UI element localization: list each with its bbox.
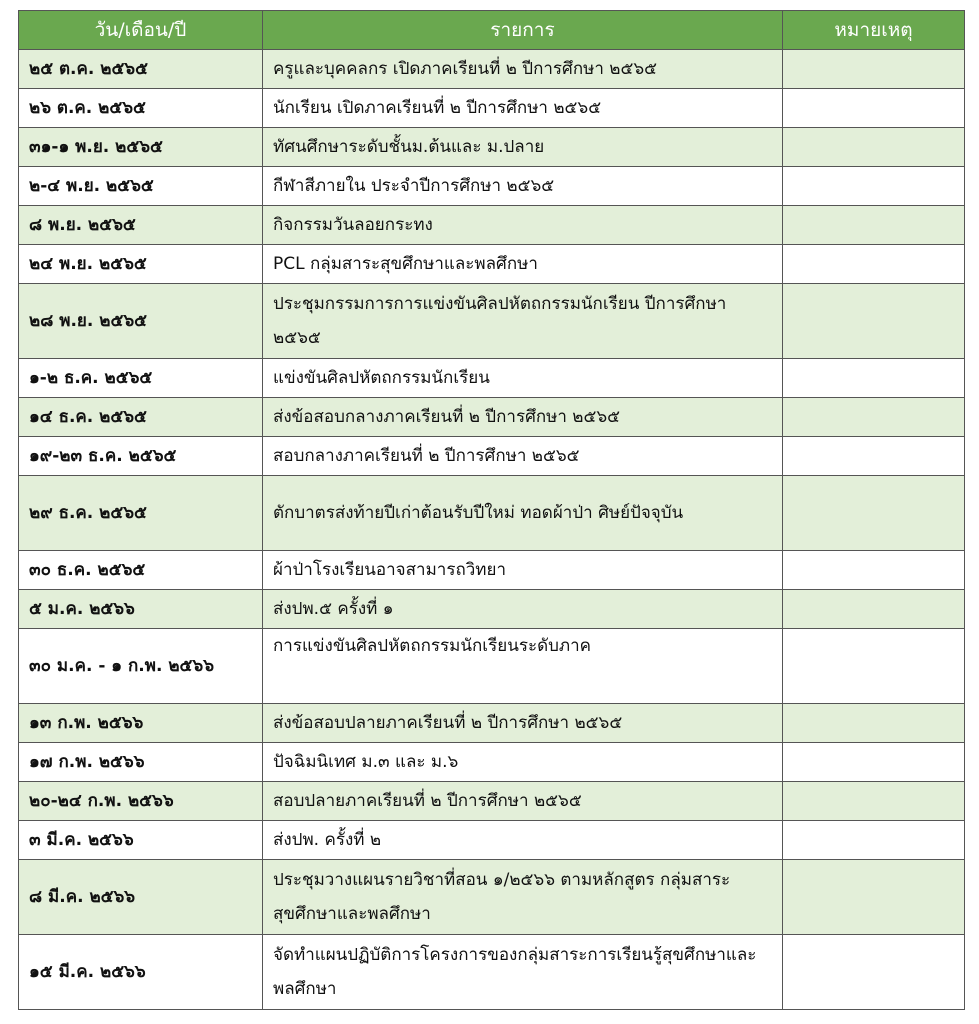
cell-note xyxy=(783,704,965,743)
cell-item: ประชุมวางแผนรายวิชาที่สอน ๑/๒๕๖๖ ตามหลักสูตร กลุ่มสาระสุขศึกษาและพลศึกษา xyxy=(263,860,783,935)
cell-note xyxy=(783,398,965,437)
cell-date: ๒๕ ต.ค. ๒๕๖๕ xyxy=(19,50,263,89)
cell-note xyxy=(783,50,965,89)
table-row xyxy=(19,629,965,704)
cell-note xyxy=(783,476,965,551)
cell-date: ๒๔ พ.ย. ๒๕๖๕ xyxy=(19,245,263,284)
cell-item: ส่งข้อสอบปลายภาคเรียนที่ ๒ ปีการศึกษา ๒๕๖๕ xyxy=(263,704,783,743)
table-row xyxy=(19,206,965,245)
cell-note xyxy=(783,284,965,359)
cell-date: ๒๖ ต.ค. ๒๕๖๕ xyxy=(19,89,263,128)
table-row xyxy=(19,245,965,284)
cell-note xyxy=(783,206,965,245)
cell-note xyxy=(783,551,965,590)
header-date: วัน/เดือน/ปี xyxy=(19,11,263,50)
table-row xyxy=(19,704,965,743)
cell-note xyxy=(783,128,965,167)
cell-item: นักเรียน เปิดภาคเรียนที่ ๒ ปีการศึกษา ๒๕๖๕ xyxy=(263,89,783,128)
table-row xyxy=(19,89,965,128)
table-row xyxy=(19,359,965,398)
table-row xyxy=(19,284,965,359)
cell-date: ๑๕ มี.ค. ๒๕๖๖ xyxy=(19,935,263,1010)
cell-item: ปัจฉิมนิเทศ ม.๓ และ ม.๖ xyxy=(263,743,783,782)
header-note: หมายเหตุ xyxy=(783,11,965,50)
cell-date: ๘ มี.ค. ๒๕๖๖ xyxy=(19,860,263,935)
cell-date: ๓๑-๑ พ.ย. ๒๕๖๕ xyxy=(19,128,263,167)
cell-item: ประชุมกรรมการการแข่งขันศิลปหัตถกรรมนักเรียน ปีการศึกษา ๒๕๖๕ xyxy=(263,284,783,359)
cell-date: ๑๗ ก.พ. ๒๕๖๖ xyxy=(19,743,263,782)
cell-item: PCL กลุ่มสาระสุขศึกษาและพลศึกษา xyxy=(263,245,783,284)
cell-date: ๑๓ ก.พ. ๒๕๖๖ xyxy=(19,704,263,743)
table-row xyxy=(19,437,965,476)
table-header-row xyxy=(19,11,965,50)
table-row xyxy=(19,590,965,629)
cell-note xyxy=(783,629,965,704)
cell-date: ๕ ม.ค. ๒๕๖๖ xyxy=(19,590,263,629)
schedule-table-container xyxy=(18,10,965,1010)
cell-note xyxy=(783,245,965,284)
cell-item: ส่งข้อสอบกลางภาคเรียนที่ ๒ ปีการศึกษา ๒๕๖๕ xyxy=(263,398,783,437)
cell-item: จัดทำแผนปฏิบัติการโครงการของกลุ่มสาระการเรียนรู้สุขศึกษาและพลศึกษา xyxy=(263,935,783,1010)
cell-item: การแข่งขันศิลปหัตถกรรมนักเรียนระดับภาค xyxy=(263,629,783,704)
cell-item: ครูและบุคคลกร เปิดภาคเรียนที่ ๒ ปีการศึกษา ๒๕๖๕ xyxy=(263,50,783,89)
table-row xyxy=(19,782,965,821)
table-row xyxy=(19,398,965,437)
cell-item: ส่งปพ. ครั้งที่ ๒ xyxy=(263,821,783,860)
cell-date: ๓๐ ธ.ค. ๒๕๖๕ xyxy=(19,551,263,590)
cell-date: ๑-๒ ธ.ค. ๒๕๖๕ xyxy=(19,359,263,398)
cell-date: ๑๙-๒๓ ธ.ค. ๒๕๖๕ xyxy=(19,437,263,476)
cell-date: ๑๔ ธ.ค. ๒๕๖๕ xyxy=(19,398,263,437)
cell-note xyxy=(783,590,965,629)
table-row xyxy=(19,50,965,89)
cell-item: ทัศนศึกษาระดับชั้นม.ต้นและ ม.ปลาย xyxy=(263,128,783,167)
table-row xyxy=(19,935,965,1010)
cell-note xyxy=(783,437,965,476)
cell-note xyxy=(783,935,965,1010)
cell-date: ๒๙ ธ.ค. ๒๕๖๕ xyxy=(19,476,263,551)
cell-date: ๒๘ พ.ย. ๒๕๖๕ xyxy=(19,284,263,359)
cell-item: ผ้าป่าโรงเรียนอาจสามารถวิทยา xyxy=(263,551,783,590)
cell-item: สอบปลายภาคเรียนที่ ๒ ปีการศึกษา ๒๕๖๕ xyxy=(263,782,783,821)
cell-item: กีฬาสีภายใน ประจำปีการศึกษา ๒๕๖๕ xyxy=(263,167,783,206)
cell-item: ตักบาตรส่งท้ายปีเก่าต้อนรับปีใหม่ ทอดผ้าป่า ศิษย์ปัจจุบัน xyxy=(263,476,783,551)
table-row xyxy=(19,128,965,167)
cell-note xyxy=(783,359,965,398)
cell-note xyxy=(783,167,965,206)
table-row xyxy=(19,551,965,590)
cell-note xyxy=(783,743,965,782)
cell-date: ๓๐ ม.ค. - ๑ ก.พ. ๒๕๖๖ xyxy=(19,629,263,704)
cell-item: สอบกลางภาคเรียนที่ ๒ ปีการศึกษา ๒๕๖๕ xyxy=(263,437,783,476)
cell-note xyxy=(783,89,965,128)
schedule-table xyxy=(18,10,965,1010)
cell-item: ส่งปพ.๕ ครั้งที่ ๑ xyxy=(263,590,783,629)
cell-note xyxy=(783,782,965,821)
cell-date: ๒-๔ พ.ย. ๒๕๖๕ xyxy=(19,167,263,206)
cell-item: แข่งขันศิลปหัตถกรรมนักเรียน xyxy=(263,359,783,398)
table-row xyxy=(19,743,965,782)
cell-note xyxy=(783,821,965,860)
table-row xyxy=(19,167,965,206)
cell-date: ๘ พ.ย. ๒๕๖๕ xyxy=(19,206,263,245)
cell-date: ๒๐-๒๔ ก.พ. ๒๕๖๖ xyxy=(19,782,263,821)
table-row xyxy=(19,860,965,935)
cell-item: กิจกรรมวันลอยกระทง xyxy=(263,206,783,245)
header-item: รายการ xyxy=(263,11,783,50)
cell-note xyxy=(783,860,965,935)
table-row xyxy=(19,476,965,551)
table-row xyxy=(19,821,965,860)
cell-date: ๓ มี.ค. ๒๕๖๖ xyxy=(19,821,263,860)
